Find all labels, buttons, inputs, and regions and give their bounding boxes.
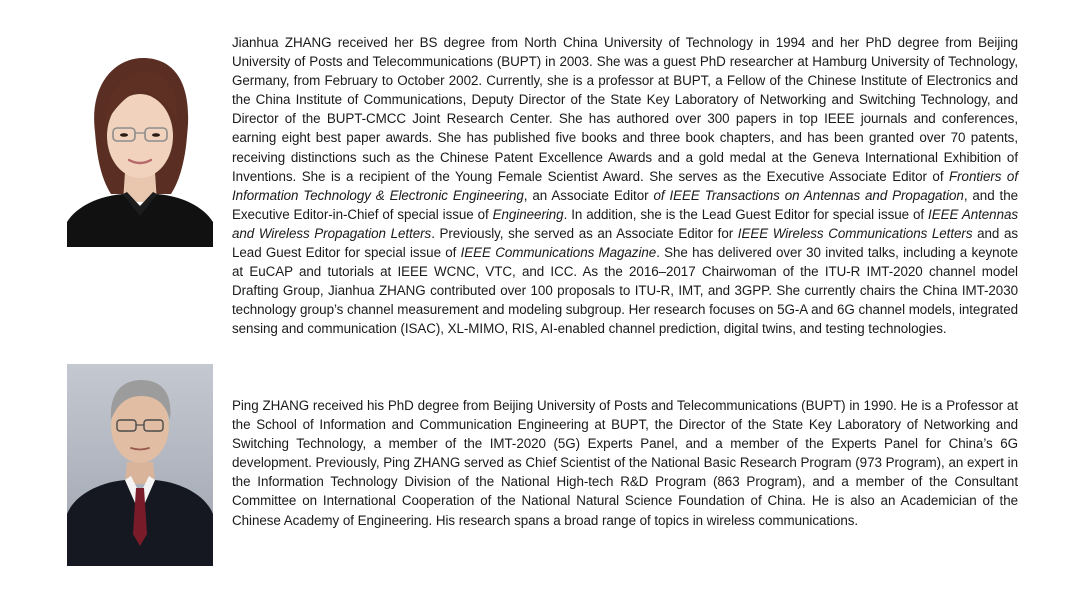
publication-title: IEEE Communications Magazine (460, 245, 657, 261)
bio-text-segment: . She has delivered over 30 invited talks, including a keynote at EuCAP and tutorials at IEEE WCNC, VTC, and ICC. As the 2016–2017 Chairwoman of the ITU-R IMT-2020 channel model Drafting Group, Jianhua ZHANG contributed over 100 proposals to ITU-R, IMT, and 3GPP. She currently chairs the China IMT-2030 technology group’s channel measurement and modeling subgroup. Her research focuses on 5G-A and 6G channel models, integrated sensing and communication (ISAC), XL-MIMO, RIS, AI-enabled channel prediction, digital twins, and testing technologies. (232, 245, 1018, 337)
portrait-photo-ping-zhang (67, 364, 213, 566)
bio-text-segment: Jianhua ZHANG received her BS degree from North China University of Technology in 1994 and her PhD degree from Beijing University of Posts and Telecommunications (BUPT) in 2003. She was a guest PhD researcher at Hamburg University of Technology, Germany, from February to October 2002. Currently, she is a professor at BUPT, a Fellow of the Chinese Institute of Electronics and the China Institute of Communications, Deputy Director of the State Key Laboratory of Networking and Switching Technology, and Director of the BUPT-CMCC Joint Research Center. She has authored over 300 papers in top IEEE journals and conferences, earning eight best paper awards. She has published five books and three book chapters, and has been granted over 70 patents, receiving distinctions such as the Chinese Patent Excellence Awards and a gold medal at the Geneva International Exhibition of Inventions. She is a recipient of the Young Female Scientist Award. She serves as the Executive Associate Editor of (232, 35, 1018, 184)
portrait-photo-jianhua-zhang (67, 54, 213, 247)
publication-title: of IEEE Transactions on Antennas and Propagation (653, 187, 964, 203)
bio-paragraph-jianhua-zhang (232, 33, 1018, 339)
bio-text-segment: , and the Executive Editor-in-Chief of special issue of (232, 187, 1018, 222)
bio-text-segment: . In addition, she is the Lead Guest Editor for special issue of (563, 206, 929, 222)
bio-paragraph-ping-zhang: Ping ZHANG received his PhD degree from Beijing University of Posts and Telecommunications (BUPT) in 1990. He is a Professor at the School of Information and Communication Engineering at BUPT, the Director of the State Key Laboratory of Networking and Switching Technology, a member of the IMT-2020 (5G) Experts Panel, and a member of the Experts Panel for China’s 6G development. Previously, Ping ZHANG served as Chief Scientist of the National Basic Research Program (973 Program), an expert in the Information Technology Division of the National High-tech R&D Program (863 Program), and a member of the Consultant Committee on International Cooperation of the National Natural Science Foundation of China. He is also an Academician of the Chinese Academy of Engineering. His research spans a broad range of topics in wireless communications. (232, 398, 1018, 528)
portrait-illustration (67, 54, 213, 247)
portrait-illustration (67, 364, 213, 566)
bio-text-segment: , an Associate Editor (523, 187, 654, 203)
bio-ping-zhang (0, 360, 1080, 580)
publication-title: Engineering (492, 206, 564, 222)
publication-title: IEEE Antennas and Wireless Propagation Letters (232, 206, 1019, 241)
bio-text-segment: . Previously, she served as an Associate Editor for (431, 225, 738, 241)
bio-text-segment: and as Lead Guest Editor for special issue of (232, 225, 1018, 261)
publication-title: Frontiers of Information Technology & Electronic Engineering (232, 168, 1018, 203)
publication-title: IEEE Wireless Communications Letters (737, 225, 973, 241)
